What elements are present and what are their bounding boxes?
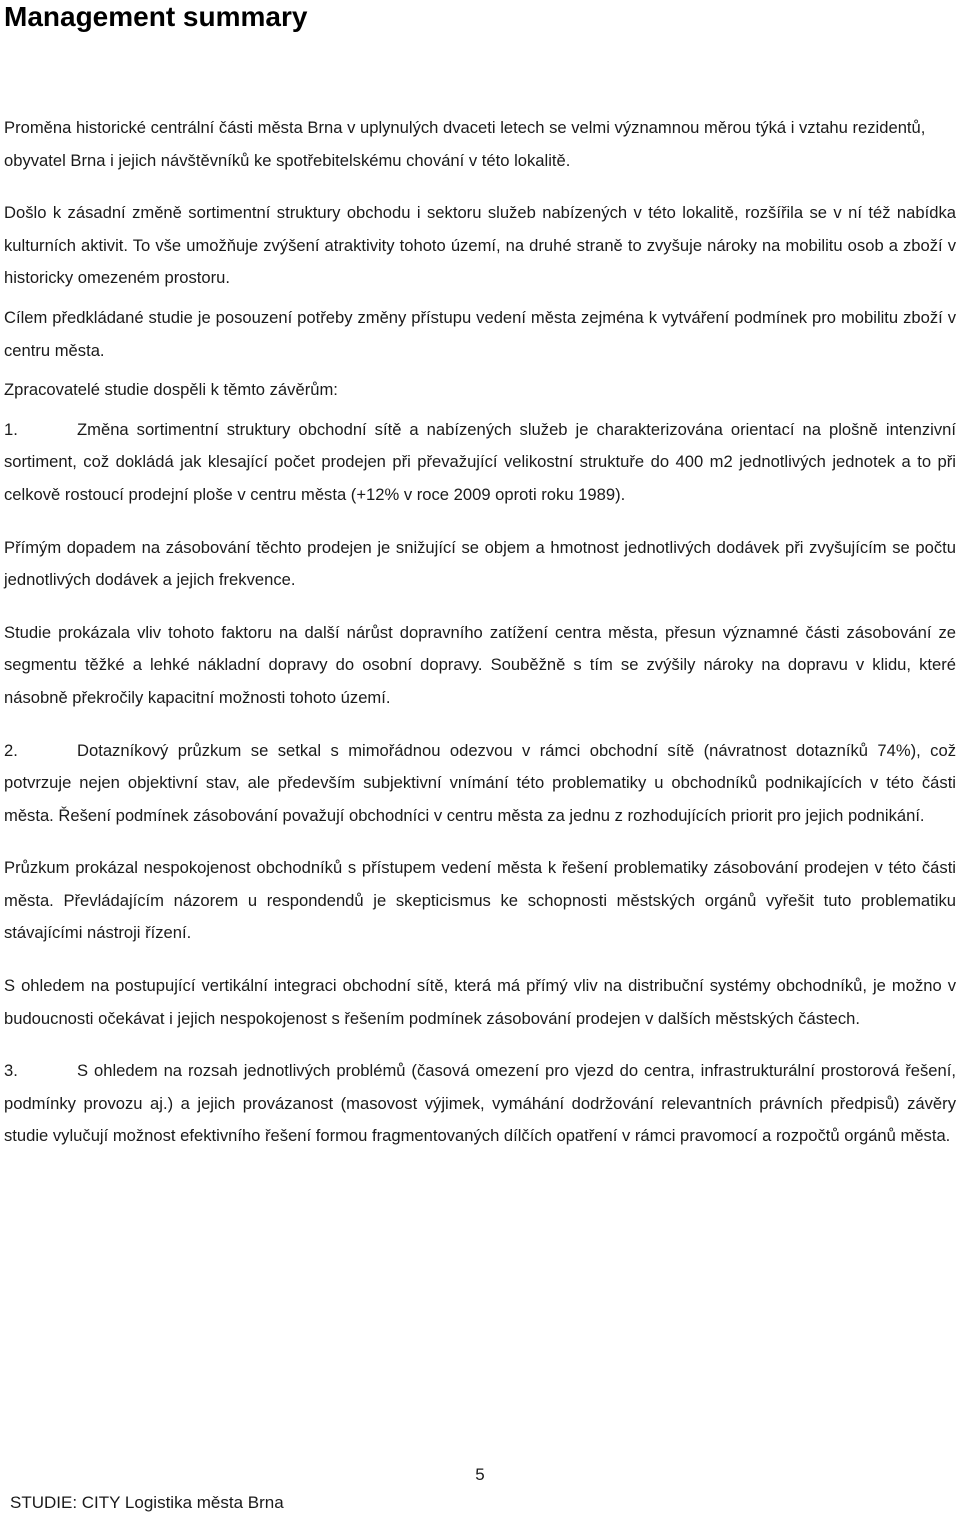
point-3-text: S ohledem na rozsah jednotlivých problémů (časová omezení pro vjezd do centra, infrastrukturální prostorová řešení, podmínky provozu aj.) a jejich provázanost (masovost výjimek, vymáhání dodržování relevantních právních předpisů) závěry studie vylučují možnost efektivního řešení formou fragmentovaných dílčích opatření v rámci pravomocí a rozpočtů orgánů města. — [4, 1061, 956, 1146]
conclusions-lead: Zpracovatelé studie dospěli k těmto závěrům: — [4, 380, 338, 400]
intro-paragraph: Proměna historické centrální části města Brna v uplynulých dvaceti letech se velmi významnou měrou týká i vztahu rezidentů, obyvatel Brna i jejich návštěvníků ke spotřebitelskému chování v této lokalitě. — [4, 118, 926, 170]
page-title: Management summary — [4, 1, 308, 32]
point-1-text: Změna sortimentní struktury obchodní sítě a nabízených služeb je charakterizována orientací na plošně intenzivní sortiment, což dokládá jak klesající počet prodejen při převažující velikostní struktuře do 400 m2 jednotlivých jednotek a to při celkově rostoucí prodejní ploše v centru města (+12% v roce 2009 oproti roku 1989). — [4, 419, 956, 504]
change-paragraph: Došlo k zásadní změně sortimentní struktury obchodu i sektoru služeb nabízených v této lokalitě, rozšířila se v ní též nabídka kulturních aktivit. To vše umožňuje zvýšení atraktivity tohoto území, na druhé straně to zvyšuje nároky na mobilitu osob a zboží v historicky omezeném prostoru. — [4, 203, 956, 288]
point-3-number: 3. — [4, 1061, 18, 1081]
point-1-follow-1: Přímým dopadem na zásobování těchto prodejen je snižující se objem a hmotnost jednotlivých dodávek při zvyšujícím se počtu jednotlivých dodávek a jejich frekvence. — [4, 537, 956, 590]
point-1-number: 1. — [4, 419, 18, 439]
point-1-follow-2: Studie prokázala vliv tohoto faktoru na další nárůst dopravního zatížení centra města, přesun významné části zásobování ze segmentu těžké a lehké nákladní dopravy do osobní dopravy. Souběžně s tím se zvýšily nároky na dopravu v klidu, které násobně překročily kapacitní možnosti tohoto území. — [4, 622, 956, 707]
point-3 — [4, 1055, 956, 1153]
point-2-number: 2. — [4, 740, 18, 760]
point-1 — [4, 414, 956, 512]
goal-paragraph: Cílem předkládané studie je posouzení potřeby změny přístupu vedení města zejména k vytváření podmínek pro mobilitu zboží v centru města. — [4, 307, 956, 360]
point-2 — [4, 735, 956, 833]
point-2-text: Dotazníkový průzkum se setkal s mimořádnou odezvou v rámci obchodní sítě (návratnost dotazníků 74%), což potvrzuje nejen objektivní stav, ale především subjektivní vnímání této problematiky u obchodníků podnikajících v této části města. Řešení podmínek zásobování považují obchodníci v centru města za jednu z rozhodujících priorit pro jejich podnikání. — [4, 740, 956, 825]
document-body — [4, 112, 956, 1153]
point-2-follow-1: Průzkum prokázal nespokojenost obchodníků s přístupem vedení města k řešení problematiky zásobování prodejen v této části města. Převládajícím názorem u respondendů je skepticismus ke schopnosti městských orgánů vyřešit tuto problematiku stávajícími nástroji řízení. — [4, 858, 956, 943]
page-footer: STUDIE: CITY Logistika města Brna — [10, 1493, 284, 1512]
page-number: 5 — [475, 1465, 485, 1484]
point-2-follow-2: S ohledem na postupující vertikální integraci obchodní sítě, která má přímý vliv na distribuční systémy obchodníků, je možno v budoucnosti očekávat i jejich nespokojenost s řešením podmínek zásobování prodejen v dalších městských částech. — [4, 976, 956, 1028]
